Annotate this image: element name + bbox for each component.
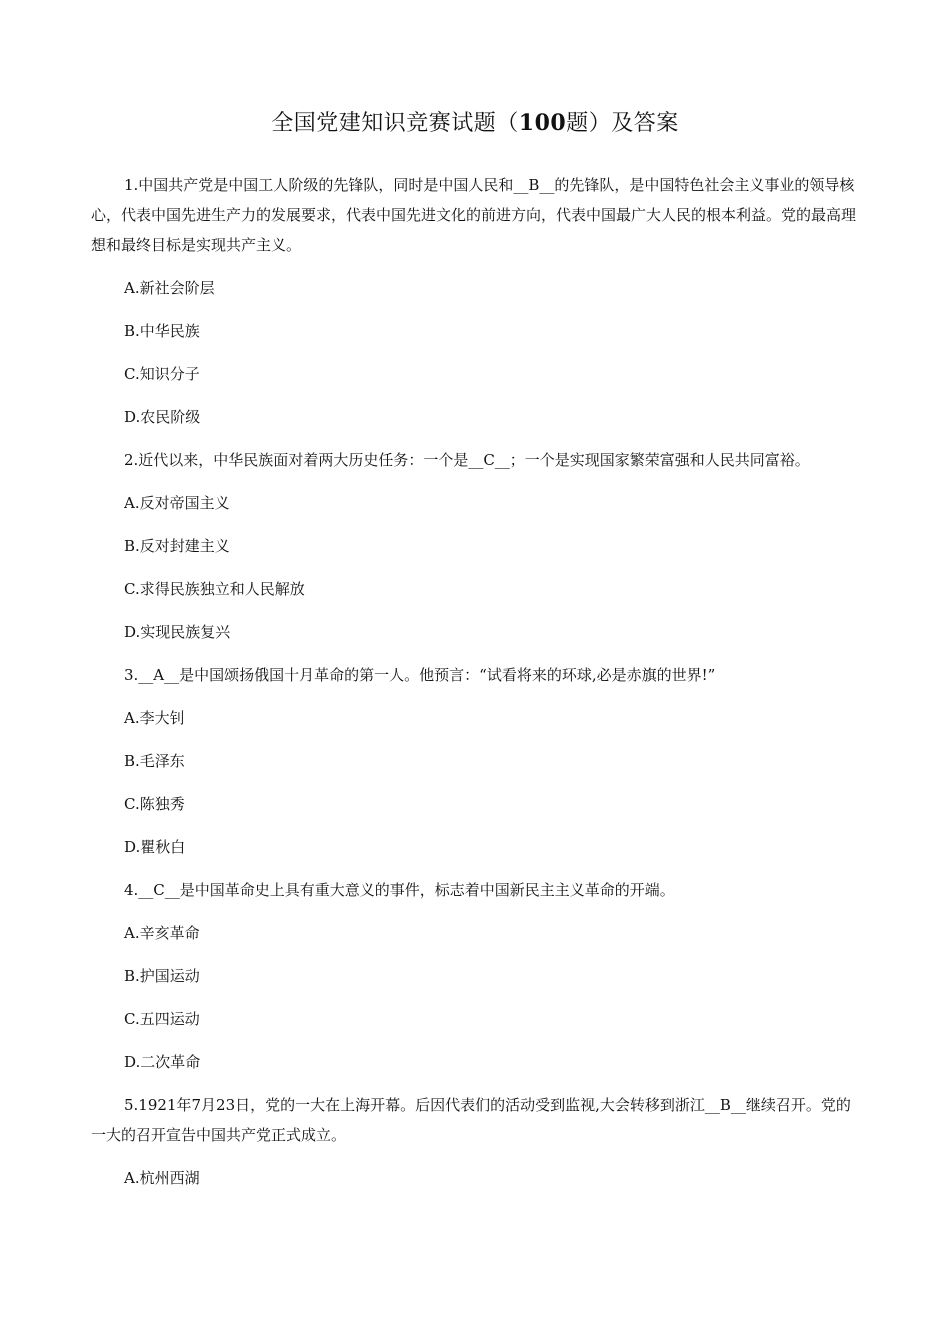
answer-option: D.瞿秋白 bbox=[124, 838, 186, 856]
question-text: 5.1921年7月23日，党的一大在上海开幕。后因代表们的活动受到监视,大会转移到浙江__B__继续召开。党的一大的召开宣告中国共产党正式成立。 bbox=[91, 1096, 851, 1144]
answer-option: A.反对帝国主义 bbox=[124, 494, 230, 512]
page-title bbox=[0, 106, 950, 141]
question-text: 2.近代以来，中华民族面对着两大历史任务：一个是__C__；一个是实现国家繁荣富强和人民共同富裕。 bbox=[124, 451, 810, 469]
title-prefix: 全国党建知识竞赛试题（ bbox=[271, 111, 519, 136]
answer-option: C.求得民族独立和人民解放 bbox=[124, 580, 305, 598]
answer-option: A.李大钊 bbox=[124, 709, 185, 727]
answer-option: B.中华民族 bbox=[124, 322, 200, 340]
question-text: 1.中国共产党是中国工人阶级的先锋队，同时是中国人民和__B__的先锋队，是中国特色社会主义事业的领导核心，代表中国先进生产力的发展要求，代表中国先进文化的前进方向，代表中国最广大人民的根本利益。党的最高理想和最终目标是实现共产主义。 bbox=[91, 176, 857, 254]
answer-option: D.二次革命 bbox=[124, 1053, 201, 1071]
answer-option: A.杭州西湖 bbox=[124, 1169, 200, 1187]
answer-option: C.陈独秀 bbox=[124, 795, 185, 813]
answer-option: A.辛亥革命 bbox=[124, 924, 200, 942]
title-count: 100 bbox=[518, 110, 567, 136]
answer-option: D.实现民族复兴 bbox=[124, 623, 231, 641]
answer-option: B.反对封建主义 bbox=[124, 537, 230, 555]
question-list bbox=[91, 170, 861, 1206]
answer-option: A.新社会阶层 bbox=[124, 279, 215, 297]
answer-option: B.护国运动 bbox=[124, 967, 200, 985]
question-text: 4.__C__是中国革命史上具有重大意义的事件，标志着中国新民主主义革命的开端。 bbox=[124, 881, 675, 899]
question-text: 3.__A__是中国颂扬俄国十月革命的第一人。他预言：“试看将来的环球,必是赤旗的世界!” bbox=[124, 666, 716, 684]
answer-option: C.五四运动 bbox=[124, 1010, 200, 1028]
answer-option: B.毛泽东 bbox=[124, 752, 185, 770]
title-suffix: 题）及答案 bbox=[566, 111, 679, 136]
answer-option: D.农民阶级 bbox=[124, 408, 201, 426]
answer-option: C.知识分子 bbox=[124, 365, 200, 383]
